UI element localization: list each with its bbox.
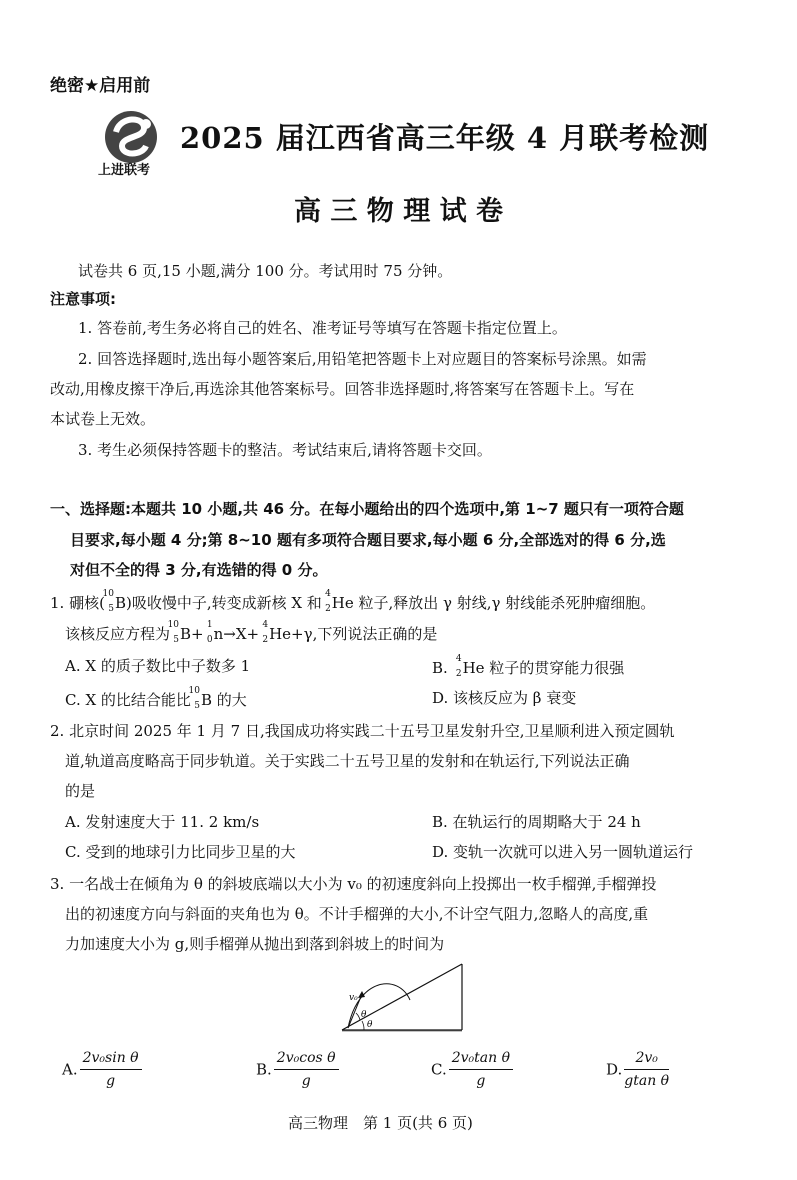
q1-line2: 该核反应方程为 10 5 B+ 1 0 n→X+ 4 2 He+γ,下列说法正确的是 (65, 620, 438, 645)
q1-option-c: C. X 的比结合能比 10 5 B 的大 (65, 686, 247, 711)
q3-line3: 力加速度大小为 g,则手榴弹从抛出到落到斜坡上的时间为 (65, 935, 445, 953)
paper-title: 高 三 物 理 试 卷 (294, 196, 503, 227)
section1-line1: 一、选择题:本题共 10 小题,共 46 分。在每小题给出的四个选项中,第 1~7 题只有一项符合题 (50, 500, 684, 518)
logo-icon (100, 108, 162, 166)
logo-text: 上进联考 (98, 163, 151, 178)
note-item-2-line3: 本试卷上无效。 (50, 410, 156, 428)
note-item-3: 3. 考生必须保持答题卡的整洁。考试结束后,请将答题卡交回。 (78, 441, 492, 459)
q1-option-b: B. 4 2 He 粒子的贯穿能力很强 (432, 654, 625, 679)
slope-diagram (338, 958, 468, 1034)
q3-option-b: B. $\frac{\text{2v₀cos θ}}{g}$ (256, 1050, 339, 1089)
fig-v0-label: v₀ (349, 993, 358, 1003)
q2-option-d: D. 变轨一次就可以进入另一圆轨道运行 (432, 843, 694, 861)
note-item-2-line2: 改动,用橡皮擦干净后,再选涂其他答案标号。回答非选择题时,将答案写在答题卡上。写在 (50, 380, 635, 398)
notes-heading: 注意事项: (50, 290, 116, 308)
section1-line2: 目要求,每小题 4 分;第 8~10 题有多项符合题目要求,每小题 6 分,全部选对的得 6 分,选 (70, 531, 666, 549)
q1-option-a: A. X 的质子数比中子数多 1 (65, 657, 251, 675)
nuclide-b10: 10 5 (102, 589, 114, 614)
exam-logo (100, 108, 162, 180)
q3-option-d: D. $\frac{\text{2v₀}}{\text{gtan θ}}$ (606, 1050, 670, 1089)
confidential-mark: 绝密★启用前 (50, 76, 151, 96)
q2-option-b: B. 在轨运行的周期略大于 24 h (432, 813, 641, 831)
note-item-1: 1. 答卷前,考生务必将自己的姓名、准考证号等填写在答题卡指定位置上。 (78, 319, 567, 337)
fig-theta-label-1: θ (361, 1010, 367, 1020)
q1-line1: 1. 硼核( 10 5 B)吸收慢中子,转变成新核 X 和 4 2 He 粒子,释放出 γ 射线,γ 射线能杀死肿瘤细胞。 (50, 589, 656, 614)
intro-text: 试卷共 6 页,15 小题,满分 100 分。考试用时 75 分钟。 (78, 262, 453, 280)
fig-theta-label-2: θ (367, 1020, 373, 1030)
q3-option-c: C. $\frac{\text{2v₀tan θ}}{g}$ (431, 1050, 513, 1089)
q3-line2: 出的初速度方向与斜面的夹角也为 θ。不计手榴弹的大小,不计空气阻力,忽略人的高度,重 (65, 905, 649, 923)
section1-line3: 对但不全的得 3 分,有选错的得 0 分。 (70, 561, 328, 579)
q3-line1: 3. 一名战士在倾角为 θ 的斜坡底端以大小为 v₀ 的初速度斜向上投掷出一枚手榴弹,手榴弹投 (50, 875, 657, 893)
exam-title: 2025 届江西省高三年级 4 月联考检测 (180, 121, 710, 155)
page-footer: 高三物理 第 1 页(共 6 页) (288, 1114, 473, 1132)
q2-line1: 2. 北京时间 2025 年 1 月 7 日,我国成功将实践二十五号卫星发射升空,卫星顺利进入预定圆轨 (50, 722, 675, 740)
q2-line3: 的是 (65, 782, 96, 800)
q2-option-c: C. 受到的地球引力比同步卫星的大 (65, 843, 296, 861)
nuclide-he4: 4 2 (325, 589, 331, 614)
q2-option-a: A. 发射速度大于 11. 2 km/s (65, 813, 260, 831)
q1-option-d: D. 该核反应为 β 衰变 (432, 689, 577, 707)
q2-line2: 道,轨道高度略高于同步轨道。关于实践二十五号卫星的发射和在轨运行,下列说法正确 (65, 752, 630, 770)
note-item-2-line1: 2. 回答选择题时,选出每小题答案后,用铅笔把答题卡上对应题目的答案标号涂黑。如需 (78, 350, 647, 368)
q3-option-a: A. $\frac{\text{2v₀sin θ}}{g}$ (62, 1050, 142, 1089)
